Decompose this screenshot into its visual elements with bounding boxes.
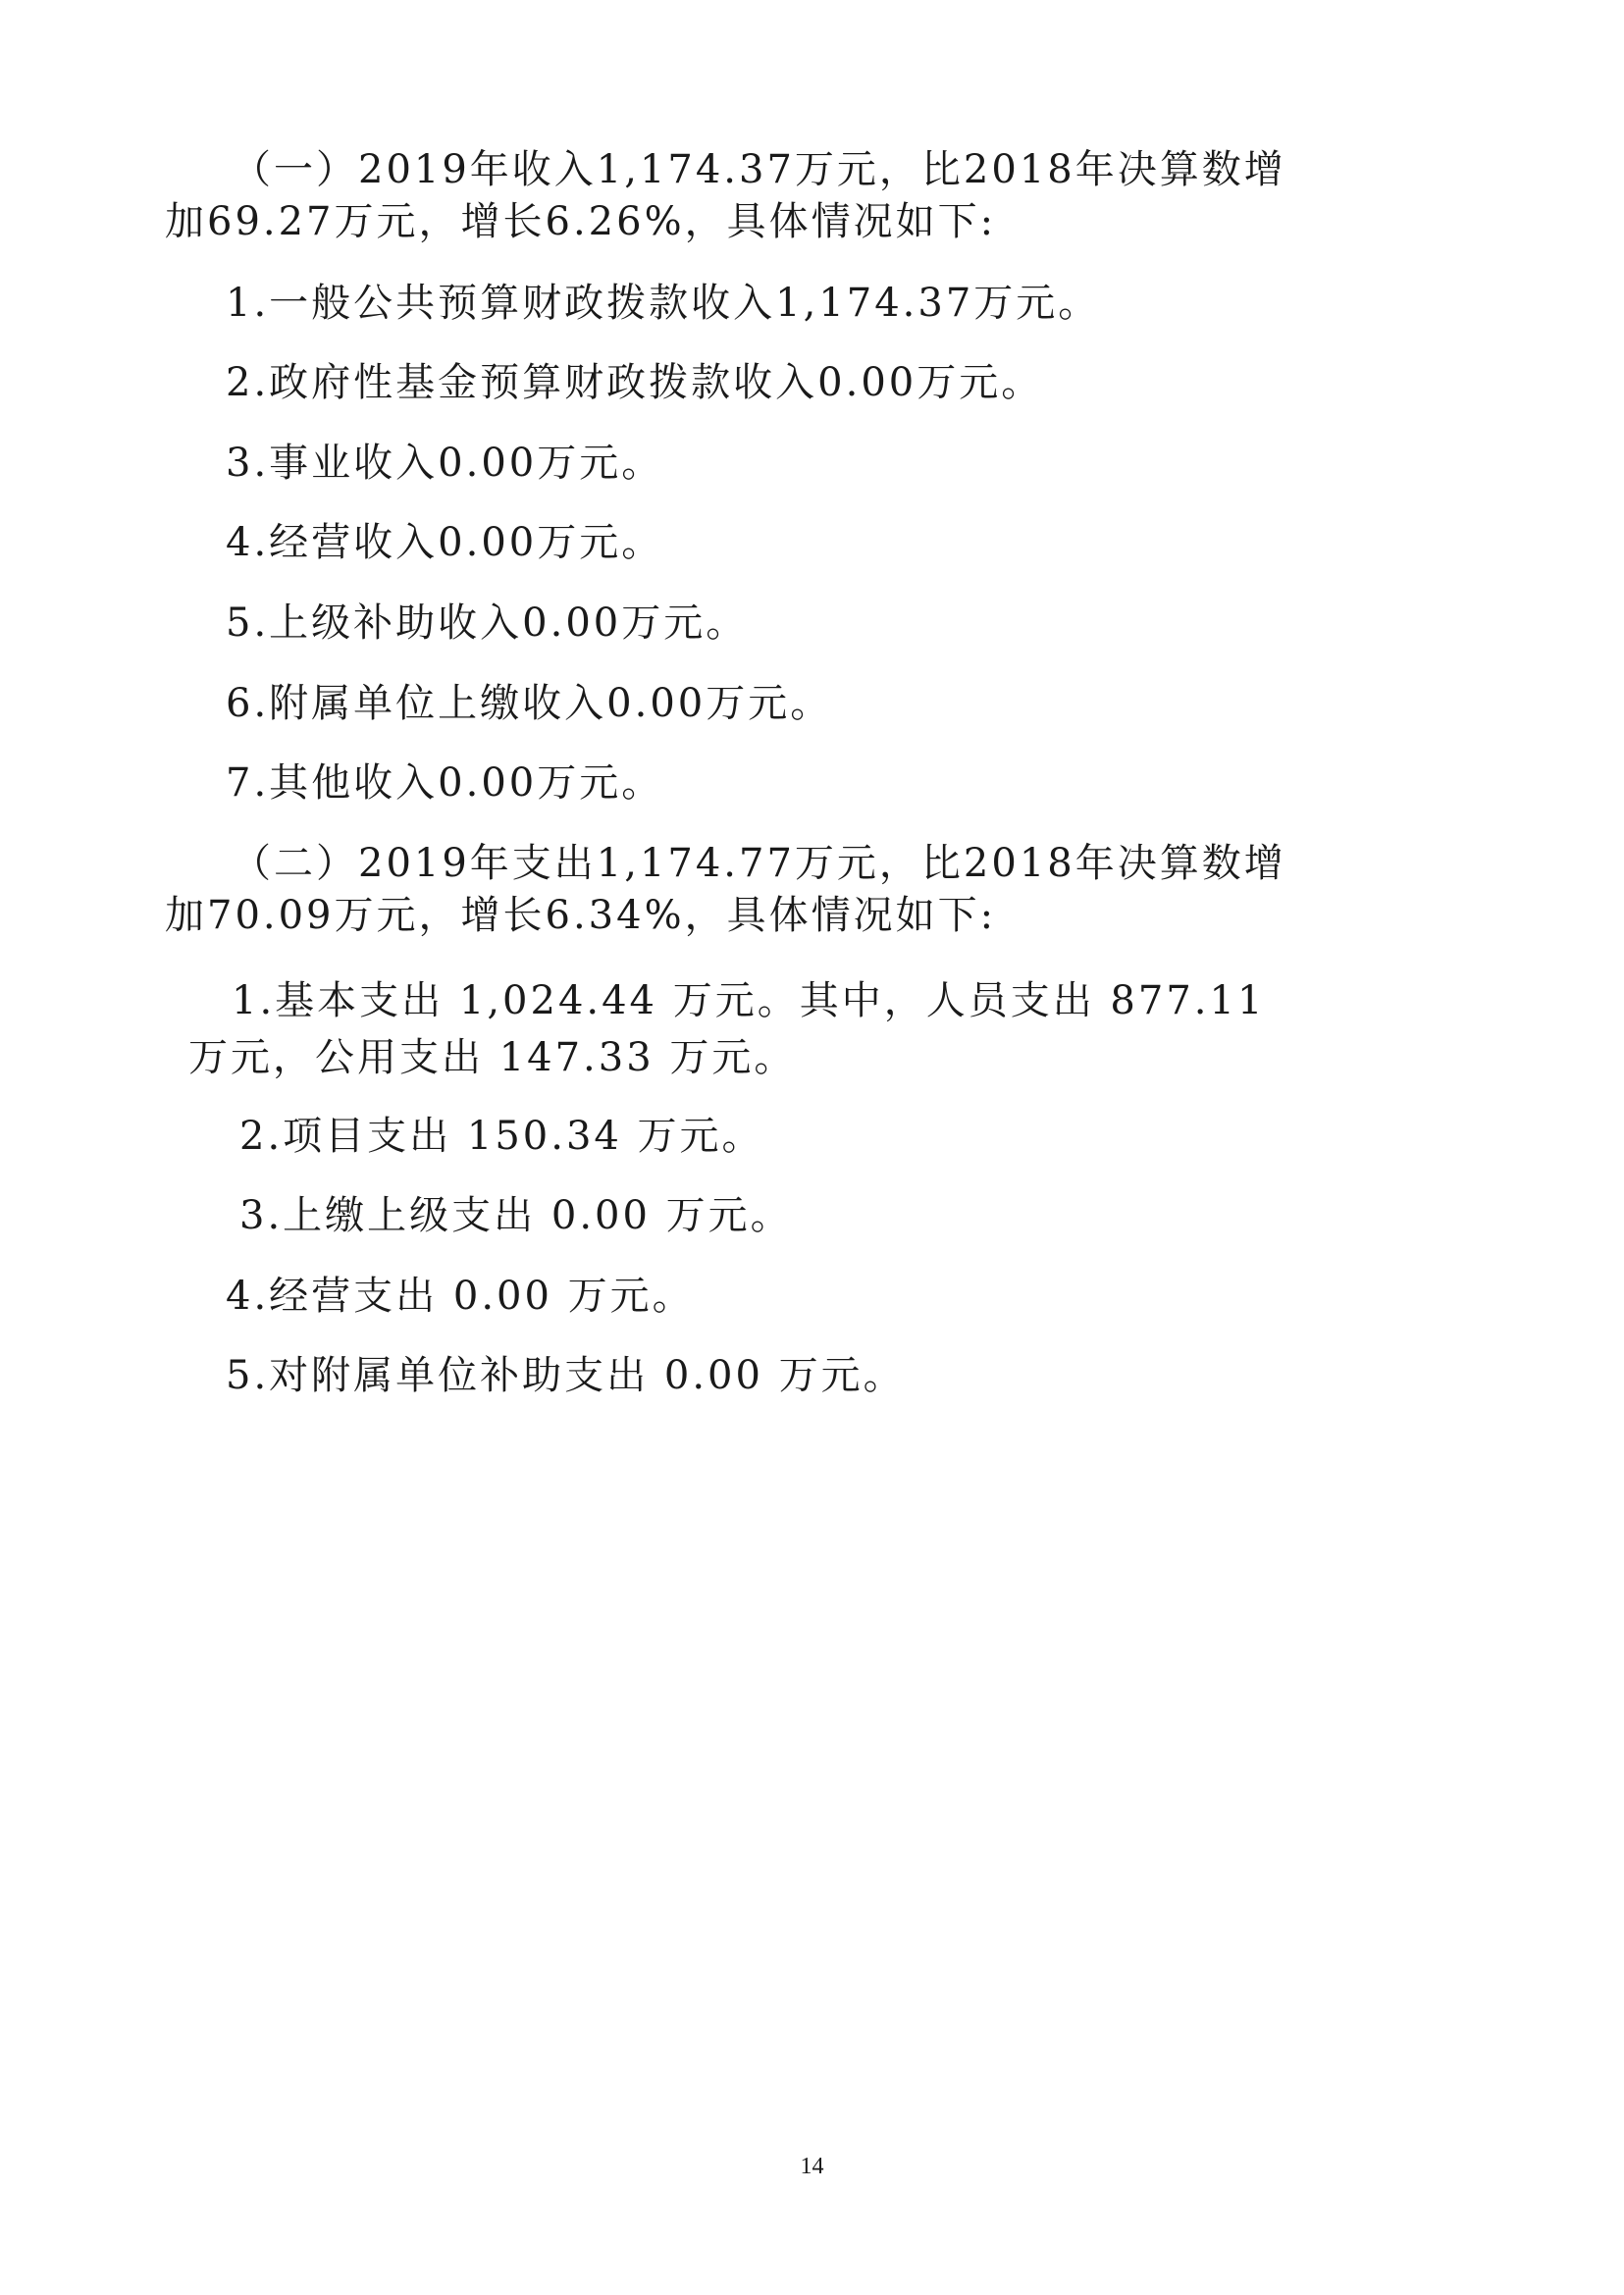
- income-heading-line-1: （一）2019年收入1,174.37万元，比2018年决算数增: [232, 147, 1286, 192]
- expenditure-item-5: 5.对附属单位补助支出 0.00 万元。: [226, 1353, 906, 1398]
- expenditure-item-1-line-2: 万元，公用支出 147.33 万元。: [188, 1035, 797, 1080]
- income-item-6: 6.附属单位上缴收入0.00万元。: [226, 681, 833, 726]
- expenditure-heading-line-1: （二）2019年支出1,174.77万元，比2018年决算数增: [232, 841, 1286, 886]
- page-number: 14: [800, 2154, 824, 2179]
- expenditure-item-1-line-1: 1.基本支出 1,024.44 万元。其中，人员支出 877.11: [232, 978, 1266, 1023]
- expenditure-heading-line-2: 加70.09万元，增长6.34%，具体情况如下:: [165, 893, 997, 938]
- income-item-7: 7.其他收入0.00万元。: [226, 760, 664, 806]
- income-item-1: 1.一般公共预算财政拨款收入1,174.37万元。: [226, 281, 1101, 326]
- income-item-4: 4.经营收入0.00万元。: [226, 520, 664, 565]
- income-item-3: 3.事业收入0.00万元。: [226, 441, 664, 486]
- income-item-2: 2.政府性基金预算财政拨款收入0.00万元。: [226, 360, 1044, 405]
- expenditure-item-4: 4.经营支出 0.00 万元。: [226, 1274, 695, 1319]
- expenditure-item-3: 3.上缴上级支出 0.00 万元。: [239, 1193, 793, 1238]
- income-heading-line-2: 加69.27万元，增长6.26%，具体情况如下:: [165, 199, 997, 244]
- income-item-5: 5.上级补助收入0.00万元。: [226, 600, 749, 646]
- expenditure-item-2: 2.项目支出 150.34 万元。: [239, 1114, 764, 1159]
